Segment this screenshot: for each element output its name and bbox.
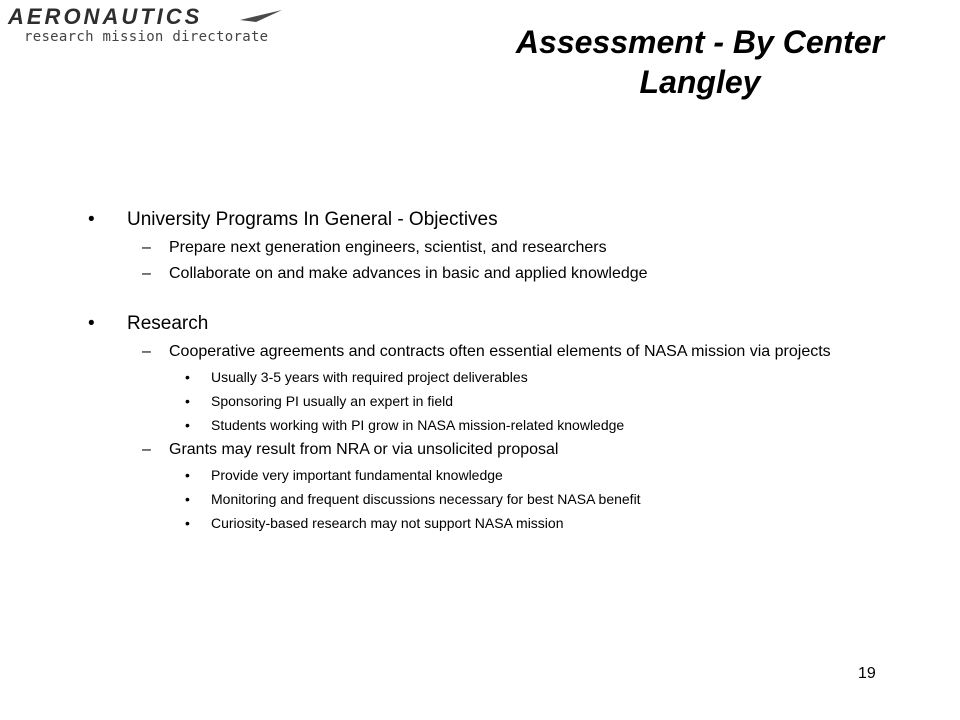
sub-bullet-collaborate	[88, 264, 888, 284]
point-text: Usually 3-5 years with required project deliverables	[211, 369, 528, 385]
title-line-1: Assessment - By Center	[515, 24, 885, 60]
point-sponsoring	[88, 392, 888, 410]
sub-bullet-grants	[88, 440, 888, 460]
bullet-text: University Programs In General - Objectives	[127, 209, 498, 230]
slide-title	[470, 22, 930, 102]
spacer	[88, 290, 888, 312]
sub-bullet-text: Prepare next generation engineers, scientist, and researchers	[169, 239, 607, 256]
sub-bullet-text: Cooperative agreements and contracts often essential elements of NASA mission via projects	[169, 343, 831, 360]
dash-marker: –	[142, 239, 151, 256]
bullet-text: Research	[127, 313, 209, 334]
point-provide	[88, 466, 888, 484]
sub-bullet-text: Grants may result from NRA or via unsolicited proposal	[169, 441, 559, 458]
aeronautics-logo	[8, 6, 284, 46]
page-number: 19	[858, 665, 876, 682]
sub-bullet-text: Collaborate on and make advances in basic and applied knowledge	[169, 265, 648, 282]
dash-marker: –	[142, 441, 151, 458]
bullet-marker: •	[88, 209, 95, 230]
bullet-marker: •	[185, 417, 190, 433]
point-students	[88, 416, 888, 434]
logo-subtitle: research mission directorate	[24, 29, 269, 45]
bullet-marker: •	[185, 515, 190, 531]
bullet-marker: •	[185, 491, 190, 507]
bullet-marker: •	[185, 393, 190, 409]
point-curiosity	[88, 514, 888, 532]
sub-bullet-prepare	[88, 238, 888, 258]
point-text: Students working with PI grow in NASA mission-related knowledge	[211, 417, 625, 433]
dash-marker: –	[142, 343, 151, 360]
bullet-marker: •	[88, 313, 95, 334]
point-text: Curiosity-based research may not support NASA mission	[211, 515, 564, 531]
bullet-marker: •	[185, 369, 190, 385]
bullet-marker: •	[185, 467, 190, 483]
title-line-2: Langley	[639, 64, 761, 100]
point-usually	[88, 368, 888, 386]
point-monitoring	[88, 490, 888, 508]
logo-wordmark: AERONAUTICS	[8, 4, 203, 29]
bullet-objectives	[88, 208, 888, 232]
point-text: Sponsoring PI usually an expert in field	[211, 393, 454, 409]
dash-marker: –	[142, 265, 151, 282]
sub-bullet-cooperative	[88, 342, 888, 362]
point-text: Monitoring and frequent discussions necessary for best NASA benefit	[211, 491, 641, 507]
point-text: Provide very important fundamental knowledge	[211, 467, 503, 483]
slide-body	[88, 208, 888, 538]
bullet-research	[88, 312, 888, 336]
